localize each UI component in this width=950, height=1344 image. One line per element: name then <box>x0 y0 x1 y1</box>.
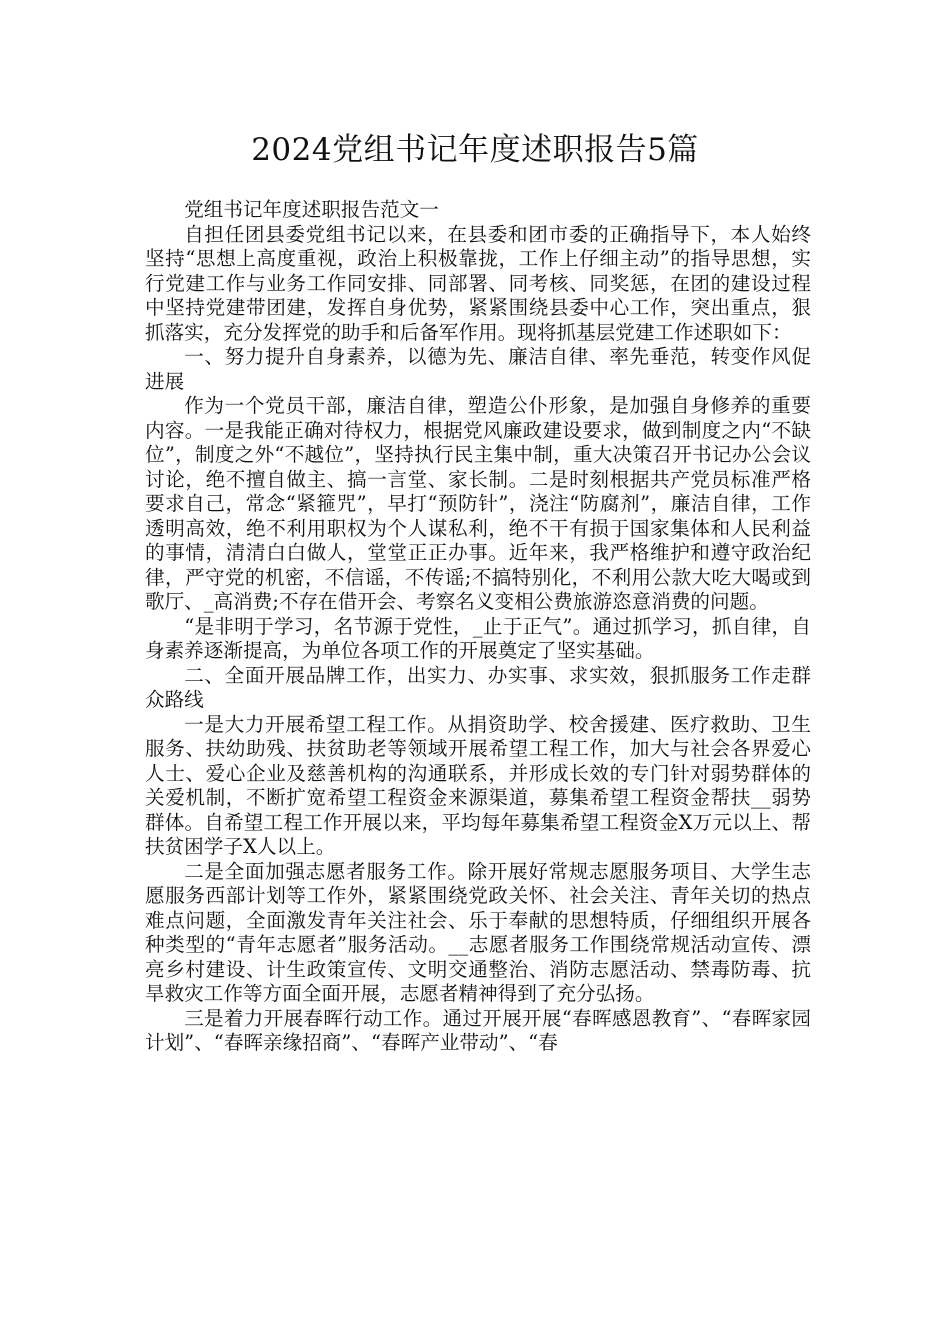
paragraph-hope-project: 一是大力开展希望工程工作。从捐资助学、校舍援建、医疗救助、卫生服务、扶幼助残、扶贫助老等领域开展希望工程工作，加大与社会各界爱心人士、爱心企业及慈善机构的沟通联系，并形成长效的专门针对弱势群体的关爱机制，不断扩宽希望工程资金来源渠道，募集希望工程资金帮扶__弱势群体。自希望工程工作开展以来，平均每年募集希望工程资金X万元以上、帮扶贫困学子X人以上。 <box>145 712 811 858</box>
paragraph-quote: “是非明于学习，名节源于党性，_止于正气”。通过抓学习，抓自律，自身素养逐渐提高，为单位各项工作的开展奠定了坚实基础。 <box>145 614 811 662</box>
paragraph-chunhui: 三是着力开展春晖行动工作。通过开展开展“春晖感恩教育”、“春晖家园计划”、“春晖亲缘招商”、“春晖产业带动”、“春 <box>145 1006 811 1054</box>
section-heading-2: 二、全面开展品牌工作，出实力、办实事、求实效，狠抓服务工作走群众路线 <box>145 663 811 711</box>
document-title: 2024党组书记年度述职报告5篇 <box>251 132 699 168</box>
paragraph-volunteer: 二是全面加强志愿者服务工作。除开展好常规志愿服务项目、大学生志愿服务西部计划等工作外，紧紧围绕党政关怀、社会关注、青年关切的热点难点问题，全面激发青年关注社会、乐于奉献的思想特质，仔细组织开展各种类型的“青年志愿者”服务活动。__志愿者服务工作围绕常规活动宣传、漂亮乡村建设、计生政策宣传、文明交通整治、消防志愿活动、禁毒防毒、抗旱救灾工作等方面全面开展，志愿者精神得到了充分弘扬。 <box>145 859 811 1005</box>
paragraph-intro: 自担任团县委党组书记以来，在县委和团市委的正确指导下，本人始终坚持“思想上高度重视，政治上积极靠拢，工作上仔细主动”的指导思想，实行党建工作与业务工作同安排、同部署、同考核、同奖惩，在团的建设过程中坚持党建带团建，发挥自身优势，紧紧围绕县委中心工作，突出重点，狠抓落实，充分发挥党的助手和后备军作用。现将抓基层党建工作述职如下： <box>145 222 811 344</box>
section-heading-1: 一、努力提升自身素养，以德为先、廉洁自律、率先垂范，转变作风促进展 <box>145 345 811 393</box>
document-body <box>145 198 811 1056</box>
paragraph-subtitle: 党组书记年度述职报告范文一 <box>184 198 439 221</box>
paragraph-self-discipline: 作为一个党员干部，廉洁自律，塑造公仆形象，是加强自身修养的重要内容。一是我能正确对待权力，根据党风廉政建设要求，做到制度之内“不缺位”，制度之外“不越位”，坚持执行民主集中制，重大决策召开书记办公会议讨论，绝不擅自做主、搞一言堂、家长制。二是时刻根据共产党员标准严格要求自己，常念“紧箍咒”，早打“预防针”，浇注“防腐剂”，廉洁自律，工作透明高效，绝不利用职权为个人谋私利，绝不干有损于国家集体和人民利益的事情，清清白白做人，堂堂正正办事。近年来，我严格维护和遵守政治纪律，严守党的机密，不信谣，不传谣;不搞特别化，不利用公款大吃大喝或到歌厅、_高消费;不存在借开会、考察名义变相公费旅游恣意消费的问题。 <box>145 394 811 613</box>
